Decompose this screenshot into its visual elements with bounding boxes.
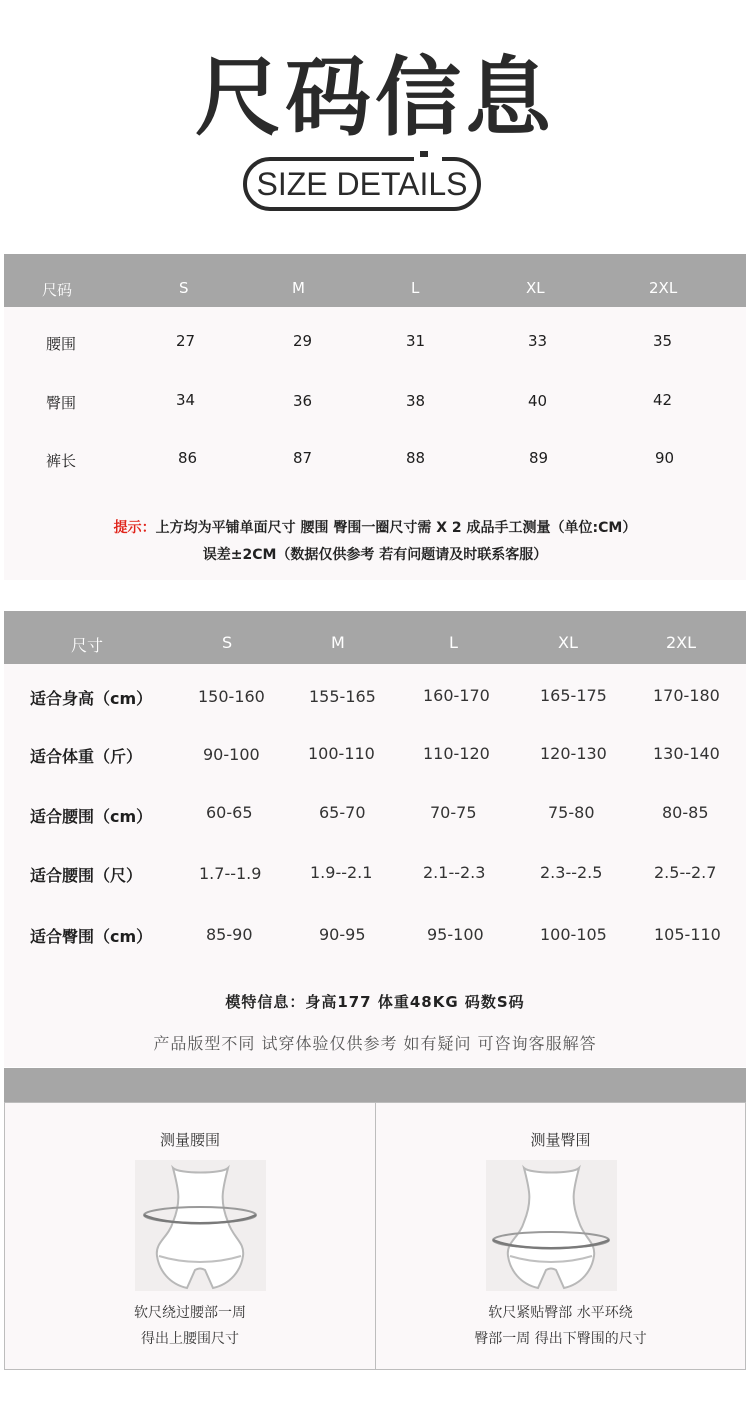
- badge-dot: [420, 151, 428, 157]
- measure-waist-title: 测量腰围: [159, 1131, 220, 1149]
- header-cell-xl: XL: [526, 279, 545, 297]
- waist-figure-illustration: [135, 1160, 266, 1291]
- header-cell-s: S: [222, 633, 233, 652]
- note-line-1: [4, 517, 746, 537]
- measure-hip-line1: 软尺紧贴臀部 水平环绕: [488, 1305, 633, 1321]
- table-cell: 2.5--2.7: [654, 863, 717, 882]
- fit-disclaimer: 产品版型不同 试穿体验仅供参考 如有疑问 可咨询客服解答: [153, 1034, 597, 1053]
- row-label: 裤长: [46, 452, 77, 470]
- header-cell-size: 尺寸: [71, 636, 104, 655]
- body-outline-icon: [486, 1160, 617, 1291]
- header-cell-xl: XL: [558, 633, 578, 652]
- table-cell: 150-160: [198, 687, 265, 706]
- table-cell: 89: [529, 449, 549, 467]
- table-cell: 31: [406, 332, 426, 350]
- header-cell-2xl: 2XL: [666, 633, 697, 652]
- header-cell-2xl: 2XL: [649, 279, 678, 297]
- table-cell: 1.9--2.1: [310, 863, 373, 882]
- body-outline-icon: [135, 1160, 266, 1291]
- table-cell: 87: [293, 449, 313, 467]
- size-table-fit: [4, 611, 746, 1067]
- badge-notch: [414, 152, 442, 162]
- header-cell-s: S: [179, 279, 189, 297]
- header-cell-m: M: [331, 633, 345, 652]
- table-cell: 85-90: [206, 925, 253, 944]
- table-cell: 170-180: [653, 686, 720, 705]
- row-label: 臀围: [46, 394, 77, 412]
- measure-hip-panel: [375, 1102, 746, 1370]
- table-cell: 34: [176, 391, 196, 409]
- measure-waist-line1: 软尺绕过腰部一周: [134, 1305, 246, 1321]
- table-cell: 35: [653, 332, 673, 350]
- table-cell: 165-175: [540, 686, 607, 705]
- row-label: 适合身高（cm）: [30, 689, 153, 708]
- table-cell: 38: [406, 392, 426, 410]
- page-title: 尺码信息: [195, 48, 555, 148]
- table-cell: 70-75: [430, 803, 477, 822]
- table-header: [4, 254, 746, 307]
- subtitle-badge: SIZE DETAILS: [243, 157, 481, 211]
- table-cell: 120-130: [540, 744, 607, 763]
- table-cell: 160-170: [423, 686, 490, 705]
- header-cell-l: L: [449, 633, 458, 652]
- table-cell: 86: [178, 449, 198, 467]
- measure-hip-line2: 臀部一周 得出下臀围的尺寸: [474, 1331, 647, 1347]
- table-cell: 75-80: [548, 803, 595, 822]
- row-label: 适合体重（斤）: [30, 747, 143, 766]
- table-cell: 88: [406, 449, 426, 467]
- note-text: 上方均为平铺单面尺寸 腰围 臀围一圈尺寸需 X 2 成品手工测量（单位:CM）: [155, 520, 637, 536]
- table-cell: 155-165: [309, 687, 376, 706]
- row-label: 腰围: [46, 335, 77, 353]
- table-cell: 90-100: [203, 745, 260, 764]
- table-cell: 130-140: [653, 744, 720, 763]
- row-label: 适合臀围（cm）: [30, 927, 153, 946]
- table-cell: 100-105: [540, 925, 607, 944]
- measure-header-bar: [4, 1068, 746, 1102]
- table-cell: 80-85: [662, 803, 709, 822]
- header-cell-m: M: [292, 279, 305, 297]
- measure-hip-title: 测量臀围: [530, 1131, 591, 1149]
- table-cell: 60-65: [206, 803, 253, 822]
- table-cell: 27: [176, 332, 196, 350]
- table-cell: 90-95: [319, 925, 366, 944]
- table-cell: 2.1--2.3: [423, 863, 486, 882]
- note-prefix: 提示：: [113, 520, 156, 536]
- table-cell: 65-70: [319, 803, 366, 822]
- measure-waist-line2: 得出上腰围尺寸: [141, 1331, 239, 1347]
- header-cell-size: 尺码: [42, 281, 73, 299]
- table-cell: 42: [653, 391, 673, 409]
- table-cell: 90: [655, 449, 675, 467]
- size-table-flat: [4, 254, 746, 580]
- table-cell: 1.7--1.9: [199, 864, 262, 883]
- table-header: [4, 611, 746, 664]
- measure-waist-panel: [4, 1102, 376, 1370]
- model-info: 模特信息：身高177 体重48KG 码数S码: [225, 993, 525, 1011]
- table-cell: 2.3--2.5: [540, 863, 603, 882]
- hip-figure-illustration: [486, 1160, 617, 1291]
- table-cell: 110-120: [423, 744, 490, 763]
- header-cell-l: L: [411, 279, 420, 297]
- note-line-2: 误差±2CM（数据仅供参考 若有问题请及时联系客服）: [202, 547, 548, 563]
- row-label: 适合腰围（尺）: [30, 866, 143, 885]
- table-cell: 105-110: [654, 925, 721, 944]
- table-cell: 29: [293, 332, 313, 350]
- table-cell: 40: [528, 392, 548, 410]
- table-cell: 33: [528, 332, 548, 350]
- table-cell: 36: [293, 392, 313, 410]
- table-cell: 100-110: [308, 744, 375, 763]
- table-cell: 95-100: [427, 925, 484, 944]
- row-label: 适合腰围（cm）: [30, 807, 153, 826]
